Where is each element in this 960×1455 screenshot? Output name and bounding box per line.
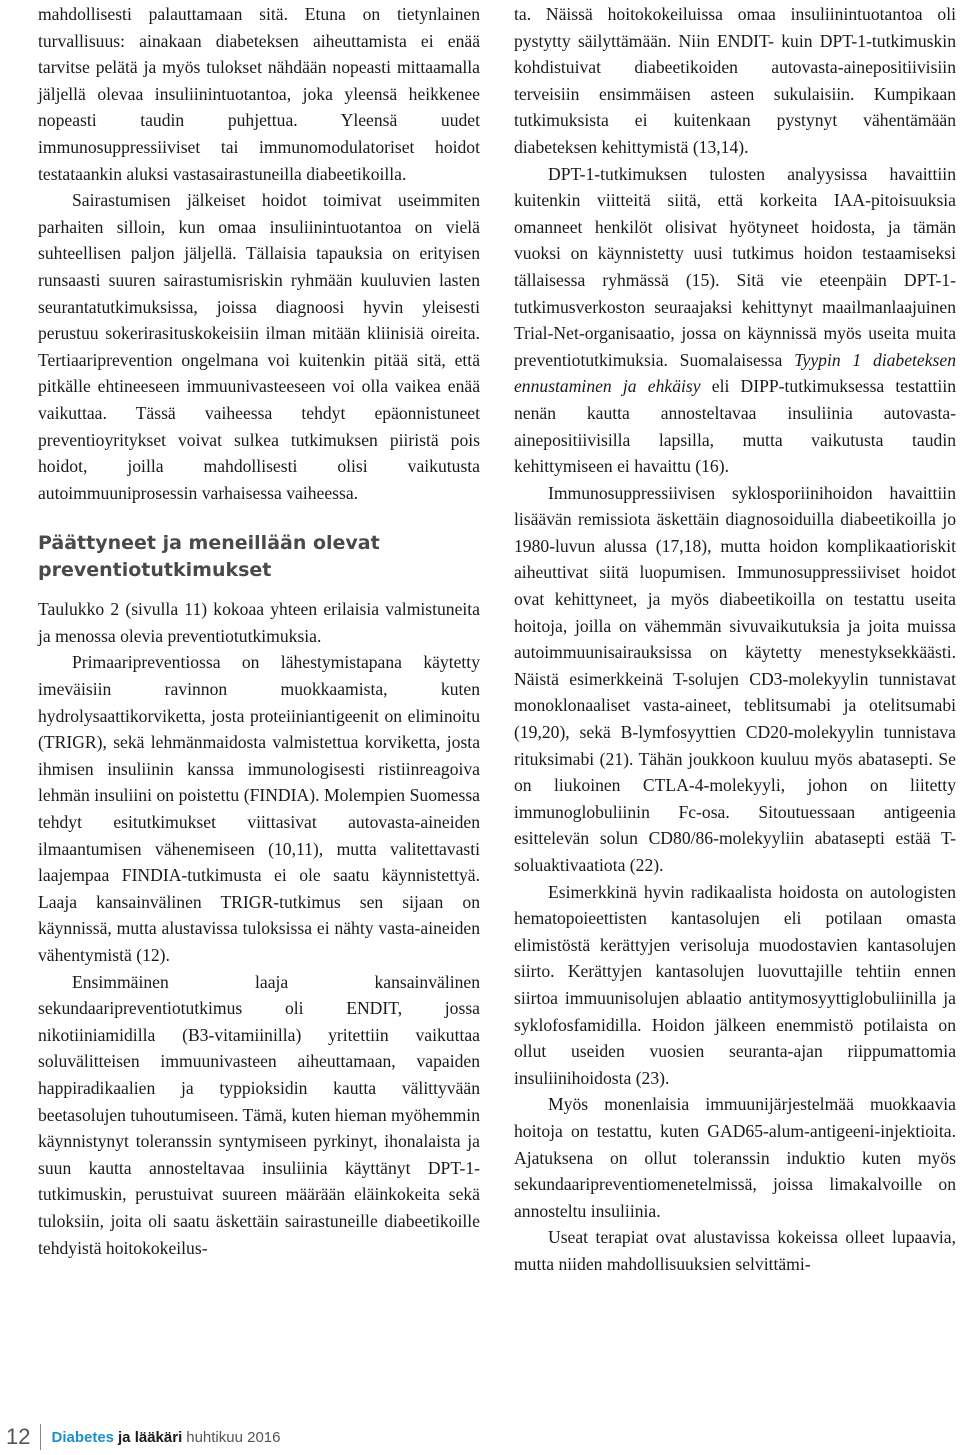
paragraph-text: DPT-1-tutkimuksen tulosten analyysissa havaittiin kuitenkin viitteitä siitä, että korkeita IAA-pitoisuuksia omanneet henkilöt olisivat hyötyneet hoidosta, ja tämän vuoksi on käynnistetty uusi tutkimus hoidon testaamiseksi tällaisessa ryhmässä (15). Sitä vie eteenpäin DPT-1-tutkimusverkoston seuraajaksi kehittynyt maailmanlaajuinen Trial-Net-organisaatio, jossa on käynnissä myös useita muita preventiotutkimuksia. Suomalaisessa [514, 163, 956, 370]
left-column [38, 1, 480, 1261]
footer-divider [40, 1424, 41, 1450]
paragraph: ta. Näissä hoitokokeiluissa omaa insuliinintuotantoa oli pystytty säilyttämään. Niin ENDIT- kuin DPT-1-tutkimuskin kohdistuivat diabeetikoiden autovasta-ainepositiivisiin terveisiin ensimmäisen asteen sukulaisiin. Kumpikaan tutkimuksista ei kuitenkaan pystynyt vähentämään diabeteksen kehittymistä (13,14). [514, 4, 956, 157]
study-name-italic: Tyypin 1 diabeteksen ennustaminen ja ehkäisy [514, 349, 956, 397]
page-footer [0, 1422, 280, 1452]
journal-name-suffix: ja lääkäri [118, 1428, 183, 1446]
paragraph: Immunosuppressiivisen syklosporiinihoidon havaittiin lisäävän remissiota äskettäin diagnosoiduilla diabeetikoilla jo 1980-luvun alussa (17,18), mutta hoidon komplikaatioriskit aiheuttivat siitä luopumisen. Immunosuppressiiviset hoidot ovat kehittyneet, ja myös diabeetikoilla on testattu useita hoitoja, joilla on vähemmän sivuvaikutuksia ja joita muissa autoimmuunisairauksissa on käytetty menestyksekkäästi. Näistä esimerkkeinä T-solujen CD3-molekyylin tunnistavat monoklonaaliset vasta-aineet, teblitsumabi ja otelitsumabi (19,20), sekä B-lymfosyyttien CD20-molekyylin tunnistava rituksimabi (21). Tähän joukkoon kuuluu myös abatasepti. Se on liukoinen CTLA-4-molekyyli, johon on liitetty immunoglobuliinin Fc-osa. Sitoutuessaan antigeenia esittelevän solun CD80/86-molekyyliin abatasepti estää T-soluaktivaatiota (22). [514, 482, 956, 875]
paragraph: Esimerkkinä hyvin radikaalista hoidosta on autologisten hematopoieettisten kantasolujen eli potilaan omasta elimistöstä kerättyjen verisoluja muodostavien kantasolujen siirto. Kerättyjen kantasolujen luovuttajille tehtiin ennen siirtoa immuunisolujen ablaatio antitymosyyttiglobuliinilla ja syklofosfamidilla. Hoidon jälkeen enemmistö potilaista on ollut useiden vuosien seuranta-ajan riippumattomia insuliinihoidosta (23). [514, 881, 956, 1088]
right-column [514, 1, 956, 1278]
paragraph [514, 161, 956, 480]
page-number: 12 [6, 1424, 31, 1449]
paragraph: Taulukko 2 (sivulla 11) kokoaa yhteen erilaisia valmistuneita ja menossa olevia preventiotutkimuksia. [38, 599, 480, 646]
paragraph: mahdollisesti palauttamaan sitä. Etuna on tietynlainen turvallisuus: ainakaan diabeteksen aiheuttamista ei enää tarvitse pelätä ja myös tulokset nähdään nopeasti mittaamalla jäljellä olevaa insuliinintuotantoa, joka yleensä heikkenee nopeasti taudin puhjettua. Yleensä uudet immunosuppressiiviset tai immunomodulatoriset hoidot testataankin aluksi vastasairastuneilla diabeetikoilla. [38, 4, 480, 184]
issue-date: huhtikuu 2016 [186, 1428, 281, 1446]
paragraph: Useat terapiat ovat alustavissa kokeissa olleet lupaavia, mutta niiden mahdollisuuksien selvittämi- [514, 1227, 956, 1274]
section-heading: Päättyneet ja meneillään olevat preventiotutkimukset [38, 532, 380, 582]
paragraph: Sairastumisen jälkeiset hoidot toimivat useimmiten parhaiten silloin, kun omaa insuliinintuotantoa on vielä suhteellisen paljon jäljellä. Tällaisia tapauksia on erityisen runsaasti suuren sairastumisriskin ryhmään kuuluvien lasten seurantatutkimuksissa, joissa diagnoosi hyvin yleisesti perustuu sokerirasituskokeisiin ilman mitään kliinisiä oireita. Tertiaariprevention ongelmana voi kuitenkin pitää sitä, että pitkälle ehtineeseen immuunivasteeseen voi olla vaikea enää vaikuttaa. Tässä vaiheessa tehdyt epäonnistuneet preventioyritykset voivat sulkea tutkimuksen piiristä pois hoidot, joilla mahdollisesti olisi vaikutusta autoimmuuniprosessin varhaisessa vaiheessa. [38, 190, 480, 503]
paragraph-text: eli DIPP-tutkimuksessa testattiin nenän kautta annosteltavaa insuliinia autovasta-ainepositiivisilla lapsilla, mutta vaikutusta taudin kehittymiseen ei havaittu (16). [514, 376, 957, 477]
paragraph: Ensimmäinen laaja kansainvälinen sekundaaripreventiotutkimus oli ENDIT, jossa nikotiiniamidilla (B3-vitamiinilla) yritettiin vaikuttaa soluvälitteisen immuunivasteen aiheuttamaan, vapaiden happiradikaalien ja typpioksidin kautta välittyvään beetasolujen tuhoutumiseen. Tämä, kuten hieman myöhemmin käynnistynyt toleranssin syntymiseen pyrkinyt, ihonalaista ja suun kautta annosteltavaa insuliinia käyttänyt DPT-1-tutkimuskin, perustuivat suureen määrään eläinkokeita sekä tuloksiin, joita oli saatu äskettäin sairastuneille diabeetikoille tehdyistä hoitokokeilus- [38, 971, 480, 1258]
journal-name: Diabetes [51, 1428, 115, 1446]
paragraph: Myös monenlaisia immuunijärjestelmää muokkaavia hoitoja on testattu, kuten GAD65-alum-antigeeni-injektioita. Ajatuksena on ollut toleranssin induktio kuten myös sekundaaripreventiomenetelmissä, joissa limakalvoille on annosteltu insuliinia. [514, 1094, 956, 1221]
paragraph: Primaaripreventiossa on lähestymistapana käytetty imeväisiin ravinnon muokkaamista, kuten hydrolysaattikorviketta, josta proteiiniantigeenit on eliminoitu (TRIGR), sekä lehmänmaidosta valmistettua korviketta, josta ihmisen insuliinin kanssa immunologisesti ristiinreagoiva lehmän insuliini on poistettu (FINDIA). Molempien Suomessa tehdyt esitutkimukset viittasivat autovasta-aineiden ilmaantumisen vähenemiseen (10,11), mutta valitettavasti laajempaa FINDIA-tutkimusta ei ole saatu käynnistettyä. Laaja kansainvälinen TRIGR-tutkimus sen sijaan on käynnissä, mutta alustavissa tuloksissa ei nähty vasta-aineiden vähentymistä (12). [38, 652, 480, 965]
